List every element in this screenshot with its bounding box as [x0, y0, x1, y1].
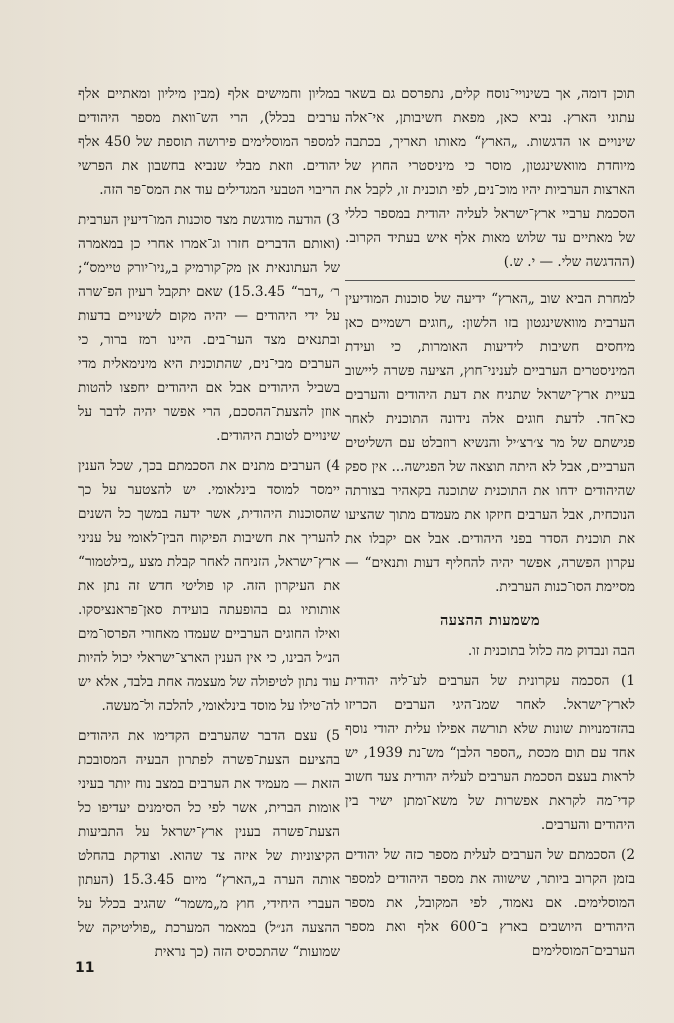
paragraph-point-1: 1) הסכמה עקרונית של הערבים לע־ליה יהודית לארץ־ישראל. לאחר שמנ־היגי הערבים הכריזו בהזדמנויות שונות שלא תורשה אפילו עלית יהודי נוסף אחד עם תום מכסת „הספר הלבן“ מש־נת 1939, יש לראות בעצם הסכמת הערבים לעליה יהודית צעד חשוב קדי־מה לקראת אפשרות של משא־ומתן ישיר בין היהודים והערבים.: [345, 673, 635, 833]
section-divider: [345, 280, 635, 281]
paragraph-continuation: במליון וחמישים אלף (מבין מיליון ומאתיים אלף ערבים בכלל), הרי הש־וואת מספר היהודים למספר המוסלימים פירושה תוספת של 450 אלף יהודים. וזאת מבלי שנביא בחשבון את הפרשי הריבוי הטבעי המגדילים עוד את המס־פר הזה.: [78, 86, 340, 198]
paragraph-point-4: 4) הערבים מתנים את הסכמתם בכך, שכל הענין יימסר למוסד בינלאומי. יש להצטער על כך שהסוכנות היהודית, אשר ידעה במשך כל השנים להעריך את חשיבות הפיקוח הבין־לאומי על עניני ארץ־ישראל, הזניחה לאחר קבלת מצע „בילטמור“ את העיקרון הזה. קו פוליטי חדש זה נתן את אותותיו גם בהופעתה בועידת סאן־פראנציסקו. ואילו החוגים הערביים שעמדו מאחורי הפרסו־מים הנ״ל הבינו, כי אין הענין הארצ־ישראלי יכול להיות עוד נתון לטיפולה של מעצמה אחת בלבד, אלא יש לה־טילו על מוסד בינלאומי, להלכה ול־מעשה.: [78, 458, 340, 714]
right-column: [345, 82, 635, 969]
paragraph-point-2: 2) הסכמתם של הערבים לעלית מספר כזה של יהודים בזמן הקרוב ביותר, שישווה את מספר היהודים למספר המוסלימים. אם נאמוד, לפי המקובל, את מספר היהודים היושבים בארץ ב־600 אלף ואת מספר הערבים־המוסלימים: [345, 847, 635, 959]
page-number: 11: [75, 960, 95, 976]
paragraph-haaretz-report: למחרת הביא שוב „הארץ“ ידיעה של סוכנות המודיעין הערבית מוואשינגטון בזו הלשון: „חוגים רשמיים כאן מיחסים חשיבות לידיעות האומרות, כי ועידת המיניסטרים הערביים לעניני־חוץ, הציעה פשרה ליישוב בעיית ארץ־ישראל שתניח את דעת היהודים והערבים כא־חד. לדעת חוגים אלה נידונה התוכנית לאחר פגישתם של מר צ׳רצ׳יל והנשיא רוזבלט עם השליטים הערביים, אבל לא היתה תוצאה של הפגישה... אין ספק שהיהודים ידחו את התוכנית שתוכנה בקאהיר בצורתה הנוכחית, אבל הערבים חיזקו את מעמדם מתוך שהציעו את תוכנית הסדר בפני היהודים. אבל אם יקבלו את עקרון הפשרה, אפשר יהיה להחליף דעות ותנאים“ — מסיימת הסו־כנות הערבית.: [345, 291, 635, 595]
left-column: [78, 82, 340, 970]
section-subheading: משמעות ההצעה: [439, 612, 541, 629]
paragraph-intro: תוכן דומה, אך בשינויי־נוסח קלים, נתפרסם גם בשאר עתוני הארץ. נביא כאן, מפאת חשיבותן, אי־אלה שינויים או הדגשות. „הארץ“ מאותו תאריך, בכתבה מיוחדת מוואשינגטון, מוסר כי מיניסטרי החוץ של הארצות הערביות יהיו מוכ־נים, לפי תוכנית זו, לקבל את הסכמת ערביי ארץ־ישראל לעליה יהודית במספר כללי של מאתיים עד שלוש מאות אלף איש בעתיד הקרוב. (ההדגשה שלי. — י. ש.): [345, 86, 635, 270]
paragraph-point-3: 3) הודעה מודגשת מצד סוכנות המו־דיעין הערבית (ואותם הדברים חזרו וג־אמרו אחרי כן במאמרה של העתונאית אן מק־קורמיק ב„ניו־יורק טיימס“; ר׳ „דבר“ 15.3.45) שאם יתקבל רעיון הפ־שרה על ידי היהודים — יהיה מקום לשינויים בדעות ובתנאים מצד הער־בים. היינו רמז ברור, כי הערבים מבי־נים, שהתוכנית היא מינימאלית מדי בשביל היהודים אבל אם היהודים יחפצו להטות אוזן להצעת־ההסכם, הרי אפשר יהיה לדבר על שינויים לטובת היהודים.: [78, 212, 340, 444]
paragraph-examine: הבה ונבדוק מה כלול בתוכנית זו.: [467, 643, 635, 659]
paragraph-point-5: 5) עצם הדבר שהערבים הקדימו את היהודים בהציעם הצעת־פשרה לפתרון הבעיה המסובכת הזאת — מעמיד את הערבים במצב נוח יותר בעיני אומות הברית, אשר לפי כל הסימנים יעדיפו כל הצעת־פשרה בענין ארץ־ישראל על התביעות הקיצוניות של איזה צד שהוא. וצודקת בהחלט אותה הערה ב„הארץ“ מיום 15.3.45 (העתון העברי היחידי, חוץ מ„משמר“ שהגיב בכלל על ההצעה הנ״ל) במאמר המערכת „פוליטיקה של שמועות“ שהתכסיס הזה (כך נראית: [78, 728, 341, 960]
